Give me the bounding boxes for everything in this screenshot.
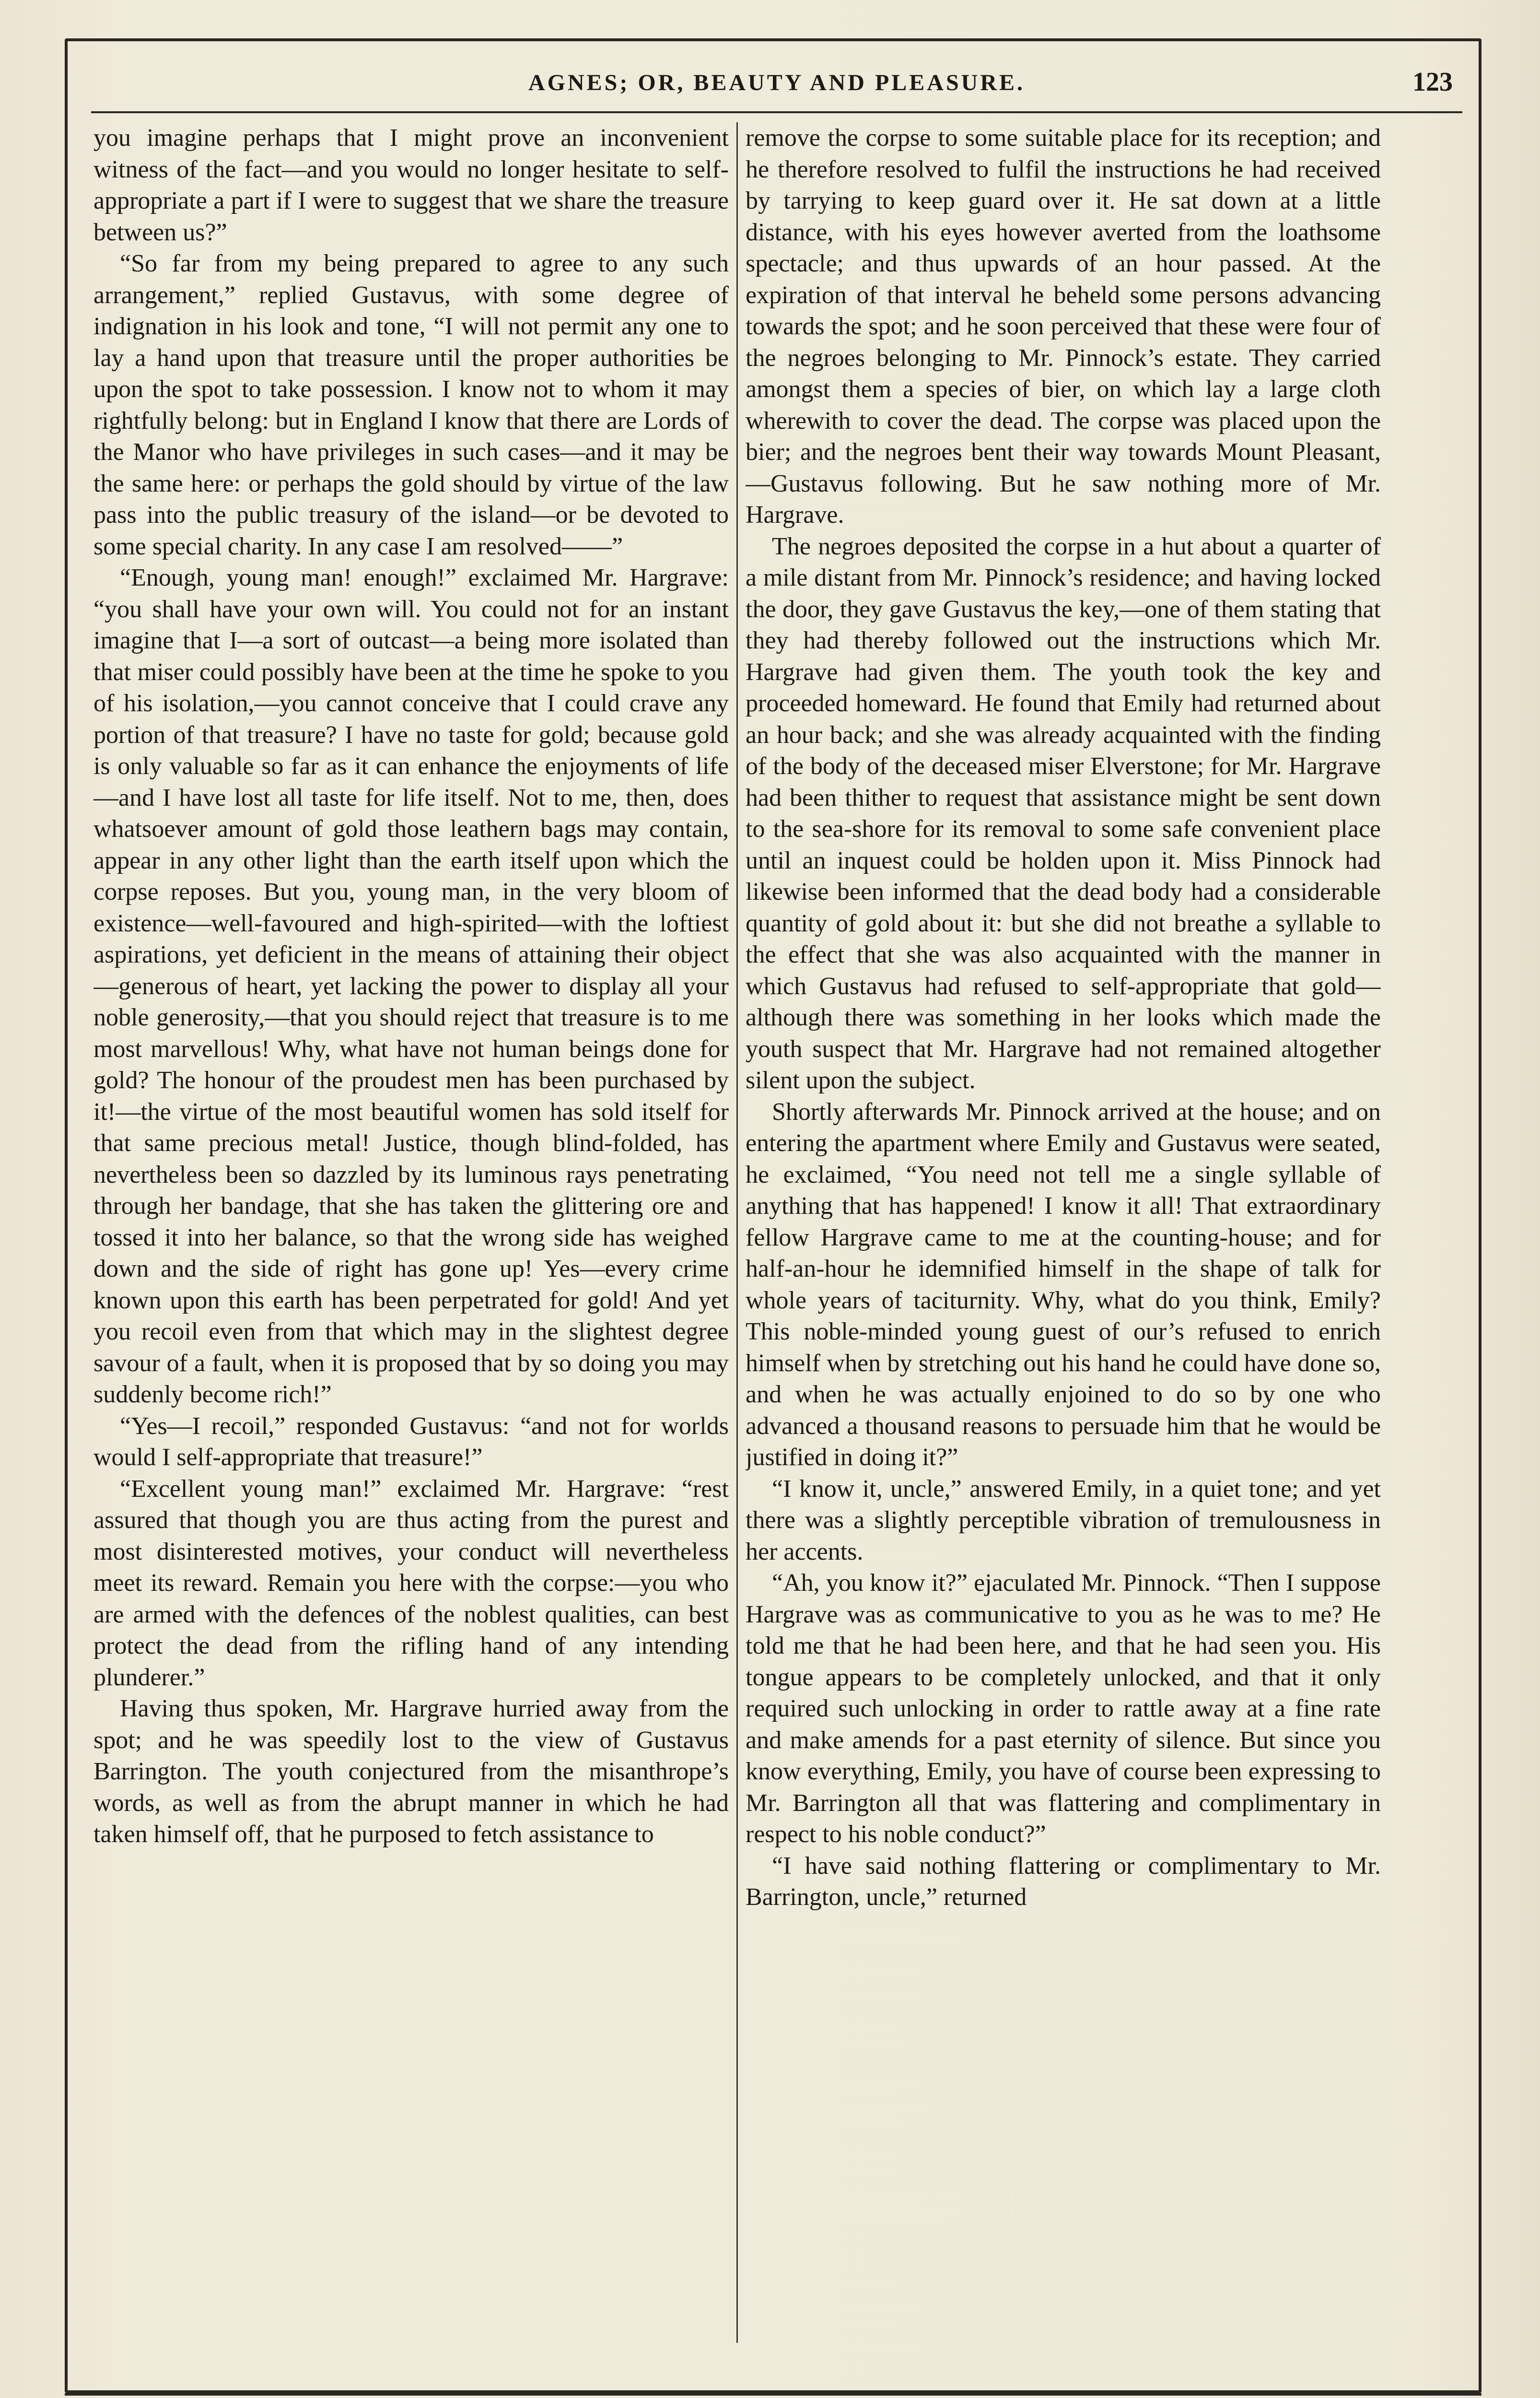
paragraph: The negroes deposited the corpse in a hut about a quarter of a mile distant from Mr. Pinnock’s residence; and having locked the door, they gave Gustavus the key,—one of them stating that they had thereby followed out the instructions which Mr. Hargrave had given them. The youth took the key and proceeded homeward. He found that Emily had returned about an hour back; and she was already acquainted with the finding of the body of the deceased miser Elverstone; for Mr. Hargrave had been thither to request that assistance might be sent down to the sea-shore for its removal to some safe convenient place until an inquest could be holden upon it. Miss Pinnock had likewise been informed that the dead body had a considerable quantity of gold about it: but she did not breathe a syllable to the effect that she was also acquainted with the manner in which Gustavus had refused to self-appropriate that gold—although there was something in her looks which made the youth suspect that Mr. Hargrave had not remained altogether silent upon the subject. — [746, 532, 1381, 1094]
paragraph: you imagine perhaps that I might prove an inconvenient witness of the fact—and you would no longer hesitate to self-appropriate a part if I were to suggest that we share the treasure between us?” — [93, 124, 729, 246]
paragraph: Having thus spoken, Mr. Hargrave hurried away from the spot; and he was speedily lost to the view of Gustavus Barrington. The youth conjectured from the misanthrope’s words, as well as from the abrupt manner in which he had taken himself off, that he purposed to fetch assistance to — [93, 1695, 729, 1848]
page-number: 123 — [1412, 67, 1453, 97]
paragraph: “So far from my being prepared to agree to any such arrangement,” replied Gustavus, with some degree of indignation in his look and tone, “I will not permit any one to lay a hand upon that treasure until the proper authorities be upon the spot to take possession. I know not to whom it may rightfully belong: but in England I know that there are Lords of the Manor who have privileges in such cases—and it may be the same here: or perhaps the gold should by virtue of the law pass into the public treasury of the island—or be devoted to some special charity. In any case I am resolved——” — [93, 250, 729, 560]
footer-rule — [65, 2393, 1482, 2396]
paragraph: “Excellent young man!” exclaimed Mr. Hargrave: “rest assured that though you are thus acting from the purest and most disinterested motives, your conduct will nevertheless meet its reward. Remain you here with the corpse:—you who are armed with the defences of the noblest qualities, can best protect the dead from the rifling hand of any intending plunderer.” — [93, 1475, 729, 1691]
page-header — [91, 65, 1462, 110]
paragraph: “Enough, young man! enough!” exclaimed Mr. Hargrave: “you shall have your own will. You could not for an instant imagine that I—a sort of outcast—a being more isolated than that miser could possibly have been at the time he spoke to you of his isolation,—you cannot conceive that I could crave any portion of that treasure? I have no taste for gold; because gold is only valuable so far as it can enhance the enjoyments of life—and I have lost all taste for life itself. Not to me, then, does whatsoever amount of gold those leathern bags may contain, appear in any other light than the earth itself upon which the corpse reposes. But you, young man, in the very bloom of existence—well-favoured and high-spirited—with the loftiest aspirations, yet deficient in the means of attaining their object—generous of heart, yet lacking the power to display all your noble generosity,—that you should reject that treasure is to me most marvellous! Why, what have not human beings done for gold? The honour of the proudest men has been purchased by it!—the virtue of the most beautiful women has sold itself for that same precious metal! Justice, though blind-folded, has nevertheless been so dazzled by its luminous rays penetrating through her bandage, that she has taken the glittering ore and tossed it into her balance, so that the wrong side has weighed down and the side of right has gone up! Yes—every crime known upon this earth has been perpetrated for gold! And yet you recoil even from that which may in the slightest degree savour of a fault, when it is proposed that by so doing you may suddenly become rich!” — [93, 564, 729, 1408]
header-rule — [91, 111, 1462, 113]
right-column — [746, 122, 1381, 2343]
running-head: AGNES; OR, BEAUTY AND PLEASURE. — [528, 70, 1025, 95]
paragraph: “I have said nothing flattering or complimentary to Mr. Barrington, uncle,” returned — [746, 1852, 1381, 1911]
paragraph: “I know it, uncle,” answered Emily, in a quiet tone; and yet there was a slightly perceptible vibration of tremulousness in her accents. — [746, 1475, 1381, 1565]
paragraph: “Ah, you know it?” ejaculated Mr. Pinnock. “Then I suppose Hargrave was as communicative to you as he was to me? He told me that he had been here, and that he had seen you. His tongue appears to be completely unlocked, and that it only required such unlocking in order to rattle away at a fine rate and make amends for a past eternity of silence. But since you know everything, Emily, you have of course been expressing to Mr. Barrington all that was flattering and complimentary in respect to his noble conduct?” — [746, 1569, 1381, 1848]
paragraph: Shortly afterwards Mr. Pinnock arrived at the house; and on entering the apartment where Emily and Gustavus were seated, he exclaimed, “You need not tell me a single syllable of anything that has happened! I know it all! That extraordinary fellow Hargrave came to me at the counting-house; and for half-an-hour he idemnified himself in the shape of talk for whole years of taciturnity. Why, what do you think, Emily? This noble-minded young guest of our’s refused to enrich himself when by stretching out his hand he could have done so, and when he was actually enjoined to do so by one who advanced a thousand reasons to persuade him that he would be justified in doing it?” — [746, 1098, 1381, 1471]
paragraph: remove the corpse to some suitable place for its reception; and he therefore resolved to fulfil the instructions he had received by tarrying to keep guard over it. He sat down at a little distance, with his eyes however averted from the loathsome spectacle; and thus upwards of an hour passed. At the expiration of that interval he beheld some persons advancing towards the spot; and he soon perceived that these were four of the negroes belonging to Mr. Pinnock’s estate. They carried amongst them a species of bier, on which lay a large cloth wherewith to cover the dead. The corpse was placed upon the bier; and the negroes bent their way towards Mount Pleasant,—Gustavus following. But he saw nothing more of Mr. Hargrave. — [746, 124, 1381, 529]
paragraph: “Yes—I recoil,” responded Gustavus: “and not for worlds would I self-appropriate that treasure!” — [93, 1412, 729, 1471]
left-column — [93, 122, 729, 2343]
column-divider — [736, 122, 738, 2343]
